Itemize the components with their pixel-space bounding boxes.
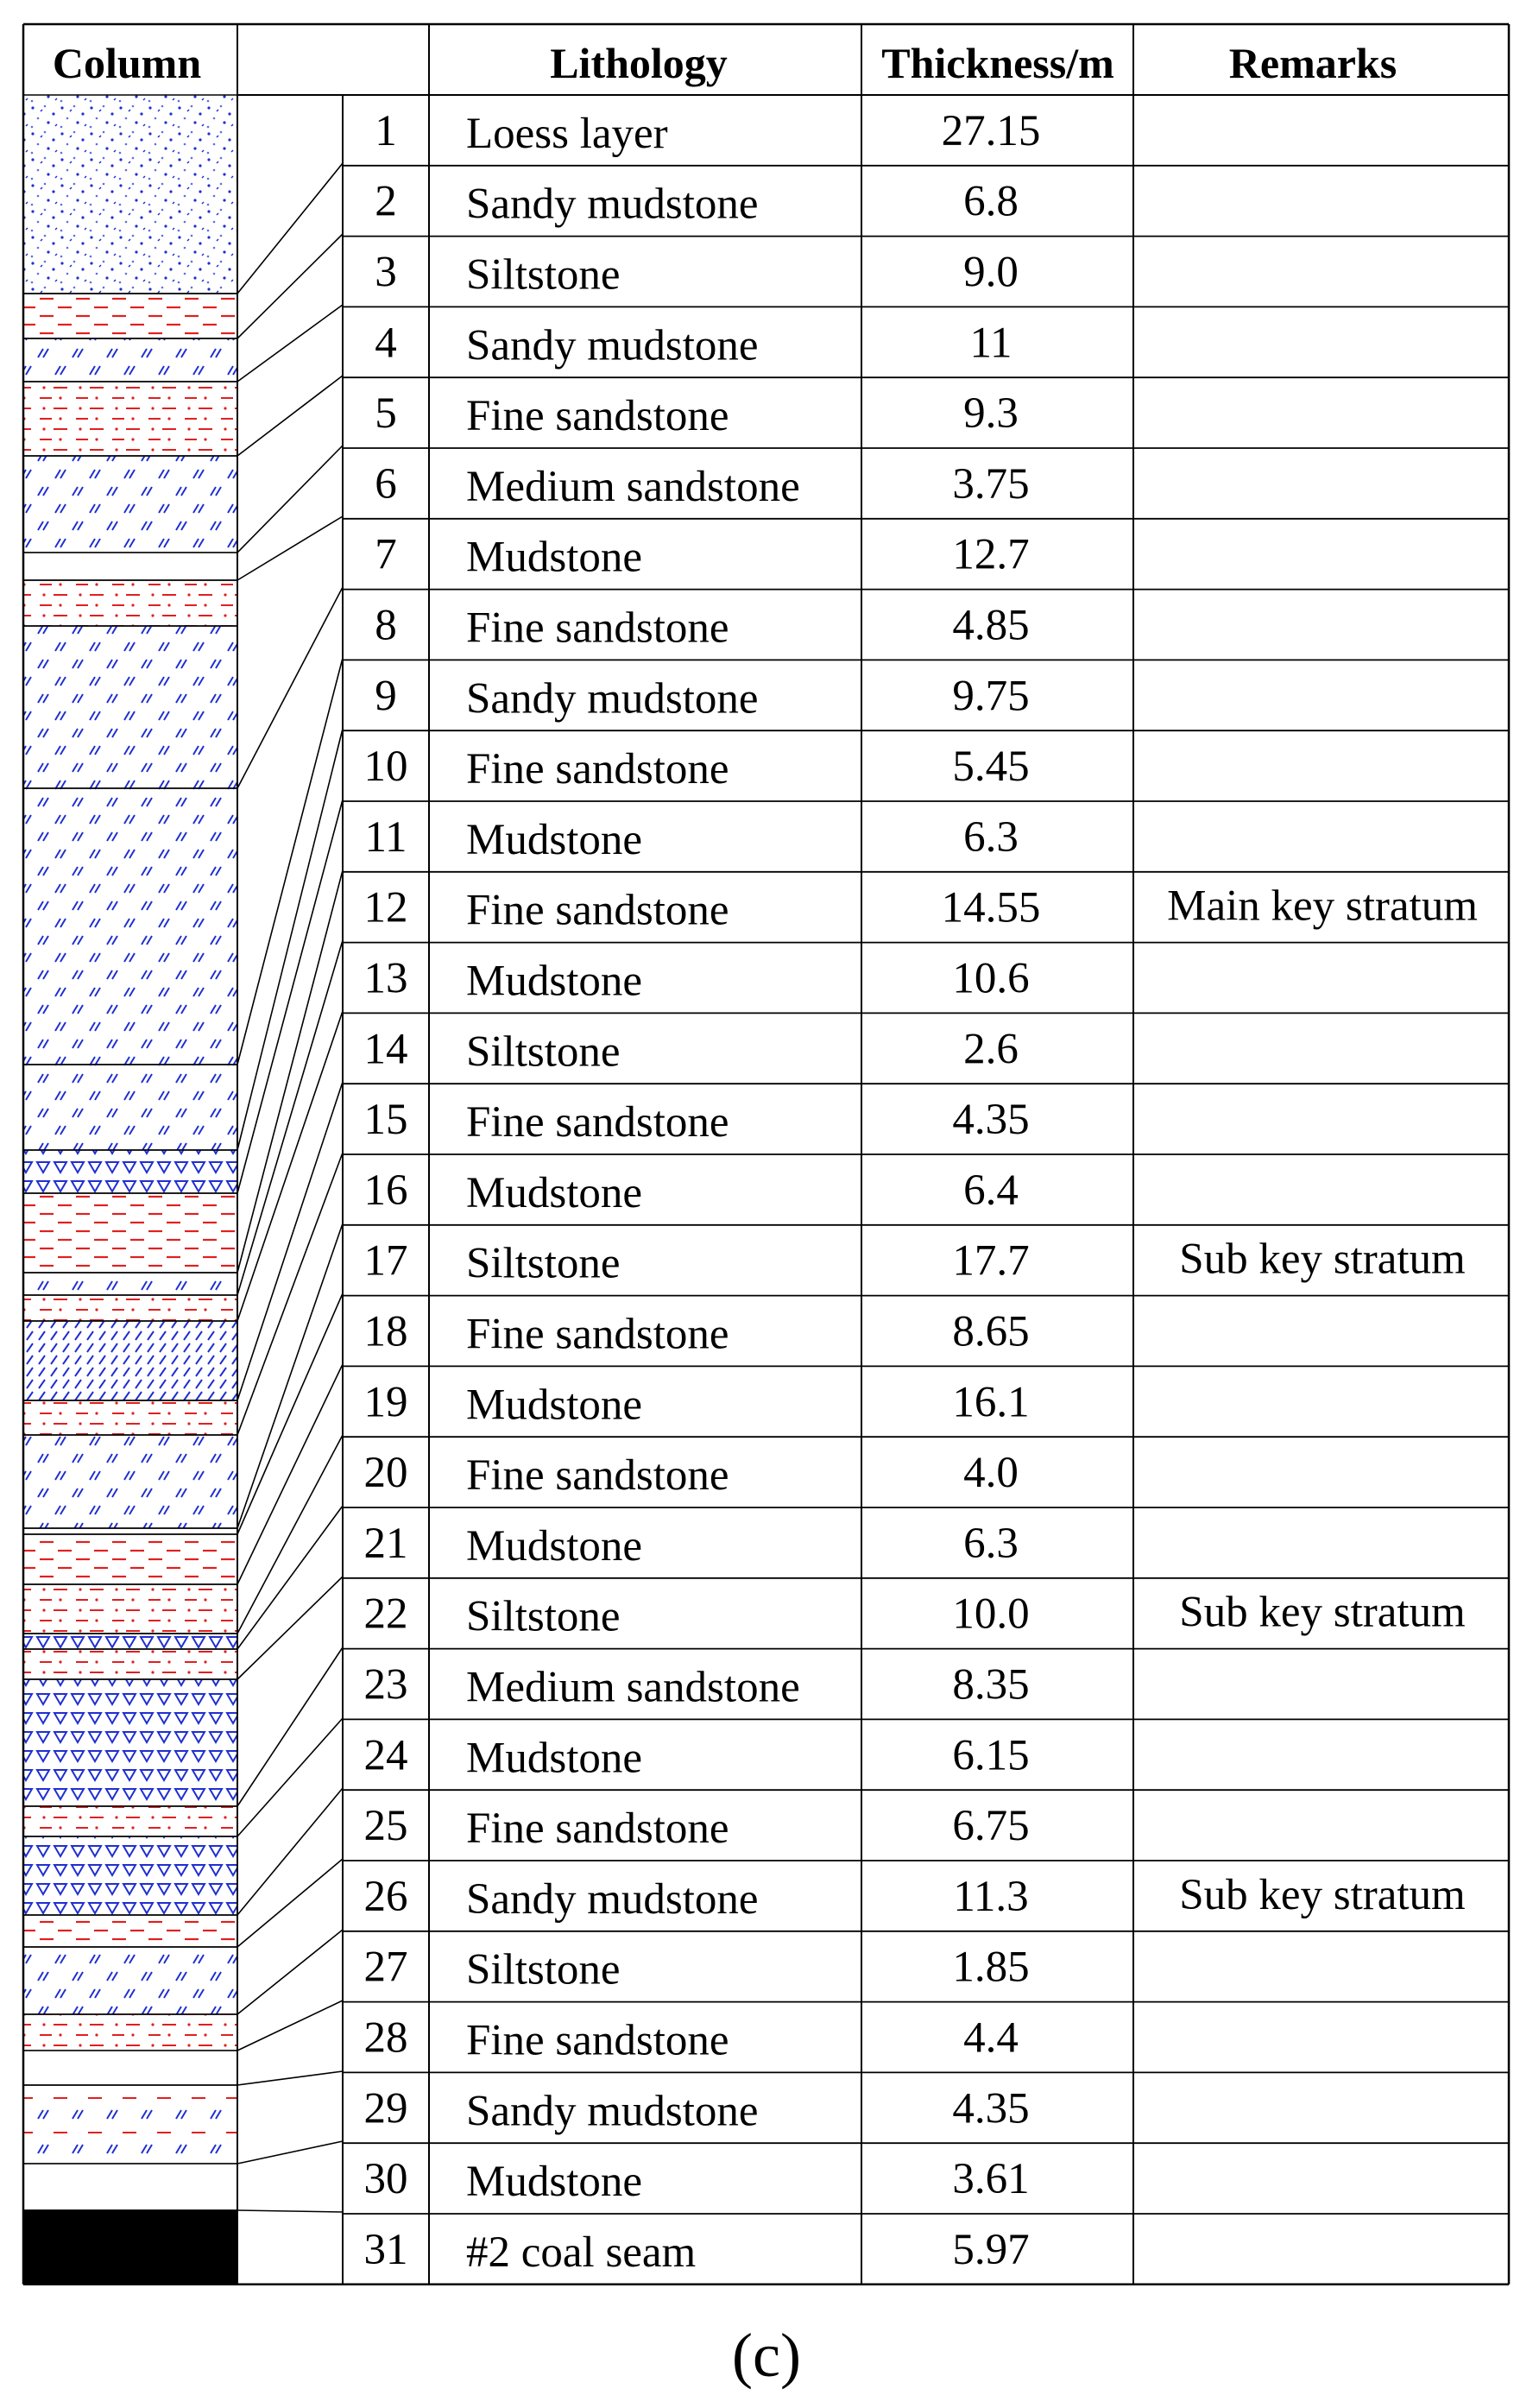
column-layer: [23, 294, 237, 338]
column-layer: [23, 580, 237, 626]
column-layer: [23, 1065, 237, 1150]
leader-line: [237, 2210, 343, 2212]
column-layer: [23, 456, 237, 553]
stratum-thickness: 11: [969, 319, 1013, 368]
stratum-lithology: Mudstone: [466, 533, 642, 582]
stratum-number: 15: [363, 1096, 408, 1145]
stratum-row: [364, 1308, 1030, 1359]
column-layer: [23, 788, 237, 1065]
leader-line: [237, 1293, 343, 1534]
stratum-number: 23: [363, 1660, 408, 1710]
stratum-number: 14: [363, 1025, 408, 1074]
stratum-number: 8: [375, 601, 397, 650]
stratum-number: 12: [363, 883, 408, 932]
stratum-thickness: 4.4: [963, 2013, 1019, 2063]
leader-line: [237, 376, 343, 456]
stratum-number: 16: [363, 1166, 408, 1215]
stratum-lithology: Mudstone: [466, 1521, 642, 1571]
stratum-number: 27: [363, 1943, 408, 1992]
stratum-row: [364, 1025, 1019, 1076]
stratum-lithology: Sandy mudstone: [466, 674, 759, 724]
column-layer: [23, 1150, 237, 1193]
column-layer: [23, 2164, 237, 2210]
stratum-thickness: 5.45: [952, 743, 1030, 792]
stratum-thickness: 11.3: [953, 1872, 1029, 1921]
stratum-lithology: Sandy mudstone: [466, 1874, 759, 1924]
stratum-thickness: 10.6: [952, 954, 1030, 1003]
stratum-lithology: Siltstone: [466, 1239, 621, 1288]
stratum-row: [375, 389, 1019, 440]
stratum-number: 26: [363, 1872, 408, 1921]
stratum-thickness: 9.0: [963, 248, 1019, 297]
leader-line: [237, 658, 343, 1065]
column-layer: [23, 1679, 237, 1806]
stratum-number: 2: [375, 177, 397, 226]
stratum-thickness: 3.75: [952, 459, 1030, 509]
stratum-row: [364, 1802, 1030, 1853]
stratum-remarks: Sub key stratum: [1179, 1588, 1466, 1637]
stratum-number: 4: [375, 319, 397, 368]
leader-line: [237, 870, 343, 1273]
stratum-number: 30: [363, 2155, 408, 2204]
stratum-row: [364, 813, 1018, 864]
stratum-row: [364, 1871, 1466, 1924]
stratum-row: [375, 107, 1040, 158]
column-layer: [23, 95, 237, 294]
leader-line: [237, 2071, 343, 2085]
leader-line: [237, 234, 343, 338]
stratum-row: [364, 1943, 1030, 1994]
stratum-number: 5: [375, 389, 397, 439]
stratum-thickness: 2.6: [963, 1025, 1019, 1074]
leader-line: [237, 2141, 343, 2164]
stratum-row: [364, 1378, 1030, 1429]
stratum-row: [364, 1731, 1030, 1782]
stratum-row: [364, 1236, 1466, 1288]
column-layer: [23, 1528, 237, 1534]
stratum-number: 13: [363, 954, 408, 1003]
stratum-lithology: Fine sandstone: [466, 1098, 729, 1147]
column-layer: [23, 1649, 237, 1679]
stratum-row: [364, 2155, 1030, 2206]
stratum-row: [364, 1520, 1019, 1571]
stratum-row: [364, 743, 1030, 793]
stratum-thickness: 6.8: [963, 177, 1019, 226]
header-remarks: Remarks: [1228, 39, 1397, 87]
stratum-lithology: Fine sandstone: [466, 1310, 729, 1359]
stratum-thickness: 6.4: [963, 1166, 1019, 1215]
column-layer: [23, 1193, 237, 1273]
column-layer: [23, 1400, 237, 1435]
stratum-remarks: Sub key stratum: [1179, 1870, 1466, 1919]
stratum-row: [375, 319, 1012, 370]
stratum-row: [364, 2014, 1019, 2065]
stratum-thickness: 5.97: [952, 2225, 1030, 2274]
stratum-thickness: 1.85: [952, 1943, 1030, 1992]
column-layer: [23, 1435, 237, 1528]
stratum-thickness: 9.75: [952, 672, 1030, 721]
column-layer: [23, 1806, 237, 1836]
stratum-row: [364, 1661, 1030, 1712]
stratum-lithology: Mudstone: [466, 957, 642, 1006]
leader-line: [237, 446, 343, 553]
stratum-number: 1: [375, 106, 397, 155]
stratum-row: [364, 1166, 1019, 1217]
column-layer: [23, 1273, 237, 1295]
column-layer: [23, 2051, 237, 2085]
lithology-column: [23, 95, 237, 2283]
stratum-lithology: Medium sandstone: [466, 462, 800, 511]
stratum-lithology: Fine sandstone: [466, 745, 729, 794]
stratum-lithology: Siltstone: [466, 1592, 621, 1641]
stratum-row: [364, 1589, 1466, 1641]
stratum-number: 9: [375, 672, 397, 721]
stratum-thickness: 8.65: [952, 1307, 1030, 1356]
stratum-remarks: Sub key stratum: [1179, 1235, 1466, 1284]
stratum-number: 28: [363, 2013, 408, 2063]
stratum-row: [375, 178, 1019, 229]
table-grid: [23, 24, 1509, 2285]
stratum-thickness: 12.7: [952, 530, 1030, 579]
header-column: Column: [52, 39, 202, 87]
stratum-thickness: 4.85: [952, 601, 1030, 650]
stratum-thickness: 14.55: [941, 883, 1041, 932]
stratum-row: [375, 249, 1019, 300]
stratum-row: [364, 2084, 1030, 2135]
stratum-thickness: 6.3: [963, 812, 1019, 862]
column-layer: [23, 1915, 237, 1947]
leader-line: [237, 587, 343, 788]
stratum-lithology: Mudstone: [466, 1734, 642, 1783]
header-row: [53, 39, 1397, 87]
leader-line: [237, 1647, 343, 1806]
leader-line: [237, 1788, 343, 1915]
stratum-thickness: 3.61: [952, 2155, 1030, 2204]
leader-line: [237, 2000, 343, 2051]
stratum-lithology: Fine sandstone: [466, 1804, 729, 1854]
stratum-lithology: Siltstone: [466, 1945, 621, 1994]
stratum-lithology: Fine sandstone: [466, 1451, 729, 1501]
leader-line: [237, 1435, 343, 1634]
stratum-number: 29: [363, 2084, 408, 2133]
figure-caption: (c): [732, 2321, 801, 2390]
stratum-lithology: Sandy mudstone: [466, 321, 759, 370]
stratum-row: [364, 1096, 1030, 1147]
stratum-number: 25: [363, 1802, 408, 1851]
stratum-remarks: Main key stratum: [1167, 882, 1478, 931]
column-layer: [23, 2014, 237, 2051]
stratum-lithology: Mudstone: [466, 815, 642, 864]
column-layer: [23, 553, 237, 580]
stratum-row: [375, 672, 1029, 723]
stratum-lithology: Fine sandstone: [466, 2016, 729, 2065]
stratum-thickness: 6.3: [963, 1519, 1019, 1568]
column-layer: [23, 2210, 237, 2283]
stratum-lithology: Siltstone: [466, 250, 621, 300]
stratum-lithology: Mudstone: [466, 2158, 642, 2207]
leader-line: [237, 1364, 343, 1584]
stratum-number: 24: [363, 1731, 408, 1780]
stratum-thickness: 9.3: [963, 389, 1019, 439]
column-layer: [23, 626, 237, 788]
stratum-number: 11: [364, 812, 407, 862]
column-layer: [23, 1836, 237, 1915]
stratum-row: [364, 955, 1030, 1006]
stratum-row: [364, 882, 1478, 935]
leader-line: [237, 729, 343, 1150]
stratum-lithology: Sandy mudstone: [466, 2087, 759, 2136]
stratum-lithology: Siltstone: [466, 1027, 621, 1077]
column-layer: [23, 1534, 237, 1584]
stratum-number: 7: [375, 530, 397, 579]
column-layer: [23, 338, 237, 382]
stratum-thickness: 16.1: [952, 1378, 1030, 1427]
stratum-number: 21: [363, 1519, 408, 1568]
stratum-thickness: 27.15: [941, 106, 1041, 155]
column-layer: [23, 1295, 237, 1321]
stratum-lithology: #2 coal seam: [466, 2228, 697, 2277]
header-lithology: Lithology: [550, 39, 728, 87]
stratum-lithology: Loess layer: [466, 109, 668, 158]
column-layer: [23, 1947, 237, 2014]
stratum-thickness: 6.15: [952, 1731, 1030, 1780]
column-layer: [23, 2085, 237, 2164]
stratum-lithology: Medium sandstone: [466, 1663, 800, 1712]
leader-line: [237, 305, 343, 382]
stratum-number: 17: [363, 1236, 408, 1286]
leader-line: [237, 1930, 343, 2014]
stratum-thickness: 17.7: [952, 1236, 1030, 1286]
column-layer: [23, 382, 237, 456]
strata-rows: [364, 107, 1478, 2277]
stratum-row: [375, 602, 1029, 653]
leader-line: [237, 1011, 343, 1321]
stratum-row: [375, 460, 1029, 511]
stratum-lithology: Mudstone: [466, 1381, 642, 1430]
stratum-lithology: Fine sandstone: [466, 604, 729, 653]
stratum-number: 6: [375, 459, 397, 509]
stratum-number: 22: [363, 1590, 408, 1639]
column-layer: [23, 1321, 237, 1400]
leader-line: [237, 1153, 343, 1435]
stratum-thickness: 10.0: [952, 1590, 1030, 1639]
leader-lines: [237, 163, 343, 2212]
leader-line: [237, 516, 343, 580]
stratum-lithology: Fine sandstone: [466, 392, 729, 441]
stratum-number: 3: [375, 248, 397, 297]
column-layer: [23, 1584, 237, 1634]
stratum-lithology: Mudstone: [466, 1168, 642, 1217]
stratum-thickness: 4.35: [952, 2084, 1030, 2133]
stratum-number: 10: [363, 743, 408, 792]
stratum-lithology: Fine sandstone: [466, 886, 729, 935]
stratum-thickness: 4.0: [963, 1449, 1019, 1498]
stratum-thickness: 4.35: [952, 1096, 1030, 1145]
leader-line: [237, 1223, 343, 1528]
stratum-row: [375, 531, 1029, 582]
stratum-lithology: Sandy mudstone: [466, 180, 759, 229]
leader-line: [237, 1859, 343, 1947]
stratum-row: [364, 1449, 1019, 1500]
stratum-number: 20: [363, 1449, 408, 1498]
stratum-thickness: 8.35: [952, 1660, 1030, 1710]
header-thickness: Thickness/m: [881, 39, 1114, 87]
stratum-row: [364, 2226, 1030, 2277]
leader-line: [237, 1718, 343, 1836]
leader-line: [237, 163, 343, 294]
stratum-number: 18: [363, 1307, 408, 1356]
stratum-number: 31: [363, 2225, 408, 2274]
stratum-number: 19: [363, 1378, 408, 1427]
stratum-thickness: 6.75: [952, 1802, 1030, 1851]
column-layer: [23, 1634, 237, 1649]
